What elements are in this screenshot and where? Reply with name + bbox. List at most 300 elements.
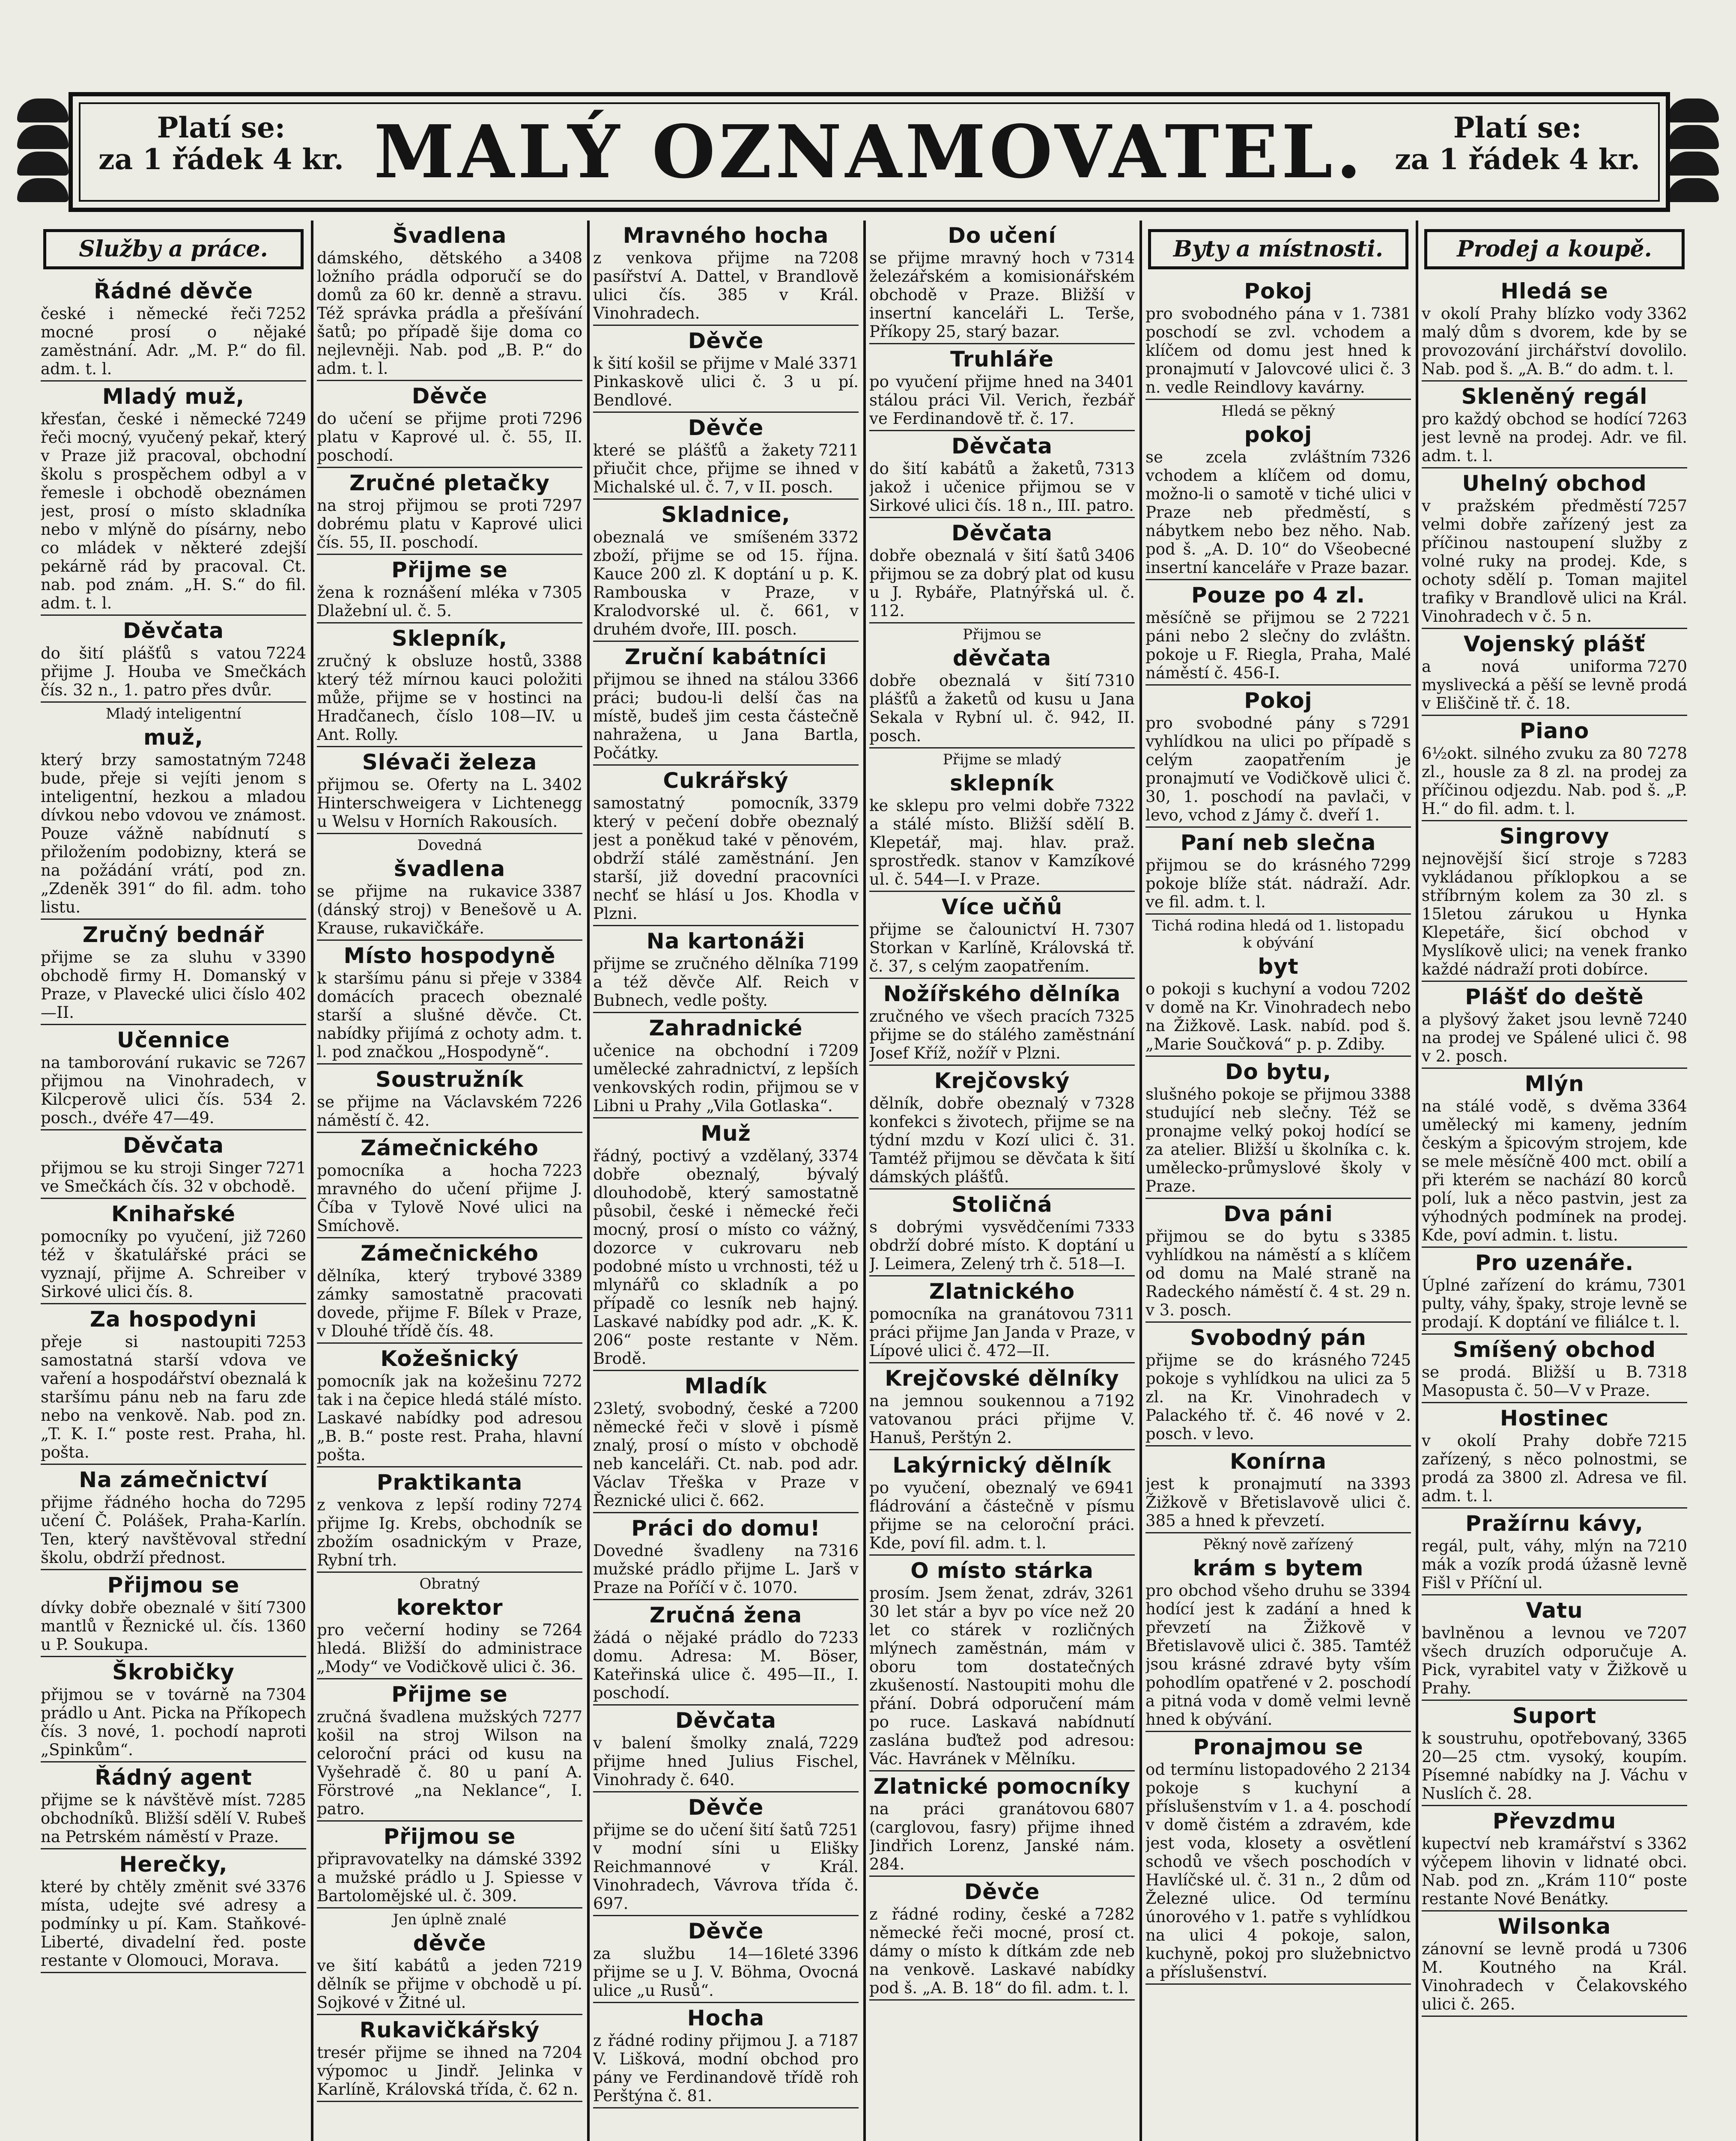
- column-rule: [1416, 221, 1418, 2141]
- ad-heading: Děvče: [688, 1919, 764, 1944]
- classified-ad: [317, 1575, 582, 1679]
- ad-body: [41, 1333, 306, 1461]
- ad-text: a nová uniforma myslivecká a pěší se levně prodá v Eliščině tř. č. 18.: [1422, 657, 1687, 713]
- ad-text: ke sklepu pro velmi dobře a stálé místo. Bližší sdělí B. Klepetář, maj. hlav. praž. sprostředk. stanov v Kamzíkové ul. č. 544—I. v Praze.: [869, 796, 1135, 889]
- ad-heading: Děvče: [688, 1795, 764, 1820]
- ad-heading: Místo hospodyně: [343, 943, 556, 968]
- ad-number: 7267: [265, 1053, 306, 1072]
- column-5: [1145, 221, 1411, 2141]
- ad-number: 7240: [1647, 1010, 1687, 1029]
- ad-heading: Sklepník,: [391, 626, 508, 651]
- ad-text: v pražském předměstí velmi dobře zařízený jest za příčinou nastoupení služby z volné ruky na prodej. Kde, s ochoty sdělí p. Toman majitel trafiky v Brandlově ulici na Král. Vinohradech v č. 5 n.: [1422, 497, 1687, 626]
- ad-text: se zcela zvláštním vchodem a klíčem od domu, možno-li o samotě v tiché ulici v Praze neb předměstí, s nábytkem nebo bez něho. Nab. pod š. „A. D. 10“ do Všeobecné insertní kanceláře v Praze bazar.: [1145, 448, 1411, 577]
- ad-text: dělník, dobře obeznalý v konfekci s životech, přijme se na týdní mzdu v Kozí ulici č. 31. Tamtéž přijmou se děvčata k šití dámských plášťů.: [869, 1094, 1135, 1186]
- classified-ad: [317, 1136, 582, 1238]
- ad-text: na práci granátovou (carglovou, fasry) přijme ihned Jindřich Lorenz, Janské nám. 284.: [869, 1800, 1135, 1873]
- classified-ad: [1422, 1071, 1687, 1248]
- classified-ad: [1145, 830, 1411, 915]
- ad-body: [869, 1094, 1135, 1186]
- ad-heading: Hostinec: [1500, 1406, 1609, 1431]
- ad-body: [41, 1685, 306, 1759]
- ad-heading: děvčata: [952, 646, 1052, 671]
- ad-heading: Soustružník: [376, 1067, 524, 1092]
- ad-number: 7263: [1647, 410, 1687, 428]
- ad-number: 3390: [265, 948, 306, 966]
- ad-heading: Krejčovské dělníky: [885, 1366, 1119, 1391]
- ad-text: který brzy samostatným bude, přeje si vejíti jenom s inteligentní, hezkou a mladou dívkou nebo vdovou ve známost. Pouze vážně nabídnutí s přiložením podobizny, která se na požádání vrátí, pod zn. „Zdeněk 391“ do fil. adm. toho listu.: [41, 751, 306, 916]
- ad-number: 7300: [265, 1598, 306, 1617]
- ad-body: [317, 775, 582, 831]
- ad-number: 7318: [1647, 1363, 1687, 1381]
- ad-body: [593, 954, 859, 1010]
- classified-ad: [869, 751, 1135, 892]
- ad-heading: Slévači železa: [362, 750, 537, 775]
- ad-number: 7322: [1094, 796, 1135, 815]
- ad-number: 7311: [1094, 1305, 1135, 1323]
- classified-ad: [869, 223, 1135, 344]
- ad-number: 3408: [542, 249, 582, 267]
- classified-ad: [593, 1795, 859, 1916]
- classified-ad: [317, 1682, 582, 1822]
- ad-number: 3389: [542, 1267, 582, 1285]
- ad-body: [41, 1053, 306, 1127]
- ad-body: [1422, 1729, 1687, 1803]
- ad-number: 7226: [542, 1093, 582, 1111]
- ad-heading: Více učňů: [941, 895, 1063, 919]
- classified-ad: [869, 626, 1135, 748]
- classified-ad: [317, 943, 582, 1065]
- ad-number: 7296: [542, 409, 582, 428]
- ad-heading: Mladý muž,: [102, 384, 245, 409]
- ad-body: [1422, 304, 1687, 378]
- ad-body: [1422, 1363, 1687, 1400]
- classified-ad: [869, 895, 1135, 979]
- ad-body: [593, 441, 859, 496]
- ad-body: [593, 528, 859, 638]
- ad-body: [317, 1372, 582, 1464]
- ad-body: [41, 751, 306, 916]
- ad-subheading: Jen úplně znalé: [393, 1911, 507, 1928]
- ad-body: [317, 882, 582, 937]
- ad-text: v okolí Prahy dobře zařízený, s něco polnostmi, se prodá za 3800 zl. Adresa ve fil. adm. t. l.: [1422, 1431, 1687, 1505]
- ad-number: 7333: [1094, 1218, 1135, 1236]
- ad-body: [869, 1007, 1135, 1062]
- ad-text: v balení šmolky znalá, přijme hned Julius Fischel, Vinohrady č. 640.: [593, 1734, 859, 1789]
- classified-ad: [1422, 984, 1687, 1069]
- classified-ad: [317, 837, 582, 941]
- price-note-right: [1395, 112, 1640, 175]
- ad-number: 7211: [818, 441, 859, 459]
- ad-text: o pokoji s kuchyní a vodou v domě na Kr. Vinohradech nebo na Žižkově. Lask. nabíd. pod š. „Marie Součková“ p. p. Zdiby.: [1145, 980, 1411, 1053]
- ad-body: [317, 496, 582, 552]
- ad-heading: Zlatnického: [929, 1279, 1075, 1304]
- ad-number: 7209: [818, 1041, 859, 1060]
- ad-heading: Svobodný pán: [1190, 1325, 1366, 1350]
- ad-number: 7305: [542, 583, 582, 602]
- classified-ad: [41, 384, 306, 616]
- ad-heading: Stoličná: [952, 1192, 1053, 1217]
- ad-body: [869, 1392, 1135, 1447]
- ad-text: na tamborování rukavic se přijmou na Vinohradech, v Kilcperově ulici čís. 534 2. posch., dvéře 47—49.: [41, 1053, 306, 1127]
- ad-heading: Uhelný obchod: [1462, 471, 1647, 496]
- classified-ad: [593, 644, 859, 766]
- ad-number: 7299: [1370, 856, 1411, 874]
- ad-text: řádný, poctivý a vzdělaný, dobře obeznalý, bývalý dlouhodobě, který samostatně působil, české i německé řeči mocný, prosí o místo co vážný, dozorce v cukrovaru neb podobné místo u vrchnosti, též u mlynářů co skladník a po případě co lesník neb hajný. Laskavé nabídky pod adr. „K. K. 206“ poste restante v Něm. Brodě.: [593, 1147, 859, 1368]
- ad-subheading: Hledá se pěkný: [1221, 403, 1335, 420]
- ad-text: přijme se do krásného pokoje s vyhlídkou na ulici za 5 zl. na Kr. Vinohradech v Palackého tř. č. 46 nové v 2. posch. v levo.: [1145, 1351, 1411, 1443]
- ad-body: [317, 969, 582, 1061]
- ad-number: 7249: [265, 410, 306, 428]
- classified-ad: [1145, 403, 1411, 580]
- ad-number: 3388: [542, 652, 582, 670]
- ad-number: 7270: [1647, 657, 1687, 676]
- ad-number: 6807: [1094, 1800, 1135, 1818]
- ad-text: obeznalá ve smíšeném zboží, přijme se od 15. října. Kauce 200 zl. K doptání u p. K. Rambouska v Praze, v Kralodvorské ul. č. 661, v druhém dvoře, III. posch.: [593, 528, 859, 638]
- ad-body: [1145, 448, 1411, 577]
- ad-number: 7215: [1647, 1431, 1687, 1450]
- ad-body: [1422, 1276, 1687, 1331]
- ad-body: [869, 1305, 1135, 1360]
- classified-ad: [869, 434, 1135, 518]
- ad-number: 7316: [818, 1542, 859, 1560]
- classified-ad: [1422, 1703, 1687, 1806]
- ad-text: po vyučení přijme hned na stálou práci Vil. Verich, řezbář ve Ferdinandově tř. č. 17.: [869, 373, 1135, 428]
- ad-text: učenice na obchodní i umělecké zahradnictví, z lepších venkovských rodin, přijmou se v Libni u Prahy „Vila Gotlaska“.: [593, 1041, 859, 1115]
- ad-number: 7301: [1647, 1276, 1687, 1294]
- ad-number: 7325: [1094, 1007, 1135, 1026]
- ad-text: do šití kabátů a žaketů, jakož i učenice přijmou se v Sirkové ulici čís. 18 n., III. patro.: [869, 459, 1135, 515]
- ad-text: zručný k obsluze hostů, který též mírnou kauci položiti může, přijme se v hostinci na Hradčanech, číslo 108—IV. u Ant. Rolly.: [317, 652, 582, 744]
- ad-heading: Plášť do deště: [1465, 984, 1644, 1009]
- ad-body: [869, 459, 1135, 515]
- ad-text: přijmou se. Oferty na L. Hinterschweigera v Lichtenegg u Welsu v Horních Rakousích.: [317, 775, 582, 831]
- ad-heading: Vatu: [1526, 1598, 1583, 1623]
- ad-heading: Děvčata: [951, 521, 1053, 546]
- ad-text: které se plášťů a žakety přiučit chce, přijme se ihned v Michalské ul. č. 7, v II. posch.: [593, 441, 859, 496]
- ad-heading: Herečky,: [119, 1852, 228, 1877]
- ad-heading: Skladnice,: [661, 502, 790, 527]
- ad-number: 7278: [1647, 744, 1687, 763]
- classified-ad: [593, 1708, 859, 1792]
- ad-text: připravovatelky na dámské a mužské prádlo u J. Spiesse v Bartolomějské ul. č. 309.: [317, 1850, 582, 1905]
- ad-heading: Krejčovský: [934, 1068, 1070, 1093]
- ad-heading: Pokoj: [1244, 279, 1312, 304]
- classified-ad: [593, 502, 859, 642]
- ad-text: pomocník jak na kožešinu tak i na čepice hledá stálé místo. Laskavé nabídky pod adresou „B. B.“ poste rest. Praha, hlavní pošta.: [317, 1372, 582, 1464]
- ad-number: 2134: [1370, 1760, 1411, 1779]
- classified-ad: [317, 626, 582, 747]
- ad-text: z řádné rodiny přijmou J. a V. Lišková, modní obchod pro pány ve Ferdinandově třídě roh Perštýna č. 81.: [593, 2031, 859, 2105]
- ad-number: 3388: [1370, 1085, 1411, 1103]
- ad-text: pro večerní hodiny se hledá. Bližší do administrace „Mody“ ve Vodičkově ulici č. 36.: [317, 1621, 582, 1676]
- ad-text: dělníka, který trybové zámky samostatně pracovati dovede, přijme F. Bílek v Praze, v Dlouhé třídě čís. 48.: [317, 1267, 582, 1340]
- classified-ad: [593, 929, 859, 1013]
- ad-number: 7245: [1370, 1351, 1411, 1369]
- ad-body: [593, 670, 859, 762]
- ad-text: přijmou se do krásného pokoje blíže stát. nádraží. Adr. ve fil. adm. t. l.: [1145, 856, 1411, 911]
- ad-body: [593, 249, 859, 322]
- ad-body: [1422, 744, 1687, 818]
- classified-ad: [41, 279, 306, 382]
- column-6: [1422, 221, 1687, 2141]
- ad-body: [869, 1479, 1135, 1552]
- ad-number: 7328: [1094, 1094, 1135, 1112]
- ad-heading: Práci do domu!: [631, 1516, 820, 1541]
- ad-number: 3362: [1647, 1834, 1687, 1853]
- classified-ad: [41, 705, 306, 920]
- ad-body: [317, 249, 582, 378]
- column-4: [869, 221, 1135, 2141]
- classified-ad: [1422, 471, 1687, 629]
- ad-body: [869, 1905, 1135, 1997]
- ad-text: do šití plášťů s vatou přijme J. Houba ve Smečkách čís. 32 n., 1. patro přes dvůr.: [41, 644, 306, 699]
- ad-heading: Švadlena: [392, 223, 507, 248]
- ad-body: [869, 1800, 1135, 1873]
- ad-text: s dobrými vysvědčeními obdrží dobré místo. K doptání u J. Leimera, Zelený trh č. 518—I.: [869, 1218, 1135, 1273]
- ad-number: 7264: [542, 1621, 582, 1639]
- ad-subheading: Dovedná: [417, 837, 482, 854]
- ad-number: 7285: [265, 1791, 306, 1809]
- ad-number: 7251: [818, 1821, 859, 1839]
- ad-heading: Na kartonáži: [646, 929, 805, 954]
- ad-heading: Cukrářský: [663, 768, 789, 793]
- ad-heading: Škrobičky: [112, 1660, 235, 1685]
- ad-body: [869, 249, 1135, 341]
- ad-body: [41, 1493, 306, 1567]
- ad-number: 7313: [1094, 459, 1135, 478]
- ad-text: žena k roznášení mléka v Dlažební ul. č. 5.: [317, 583, 538, 620]
- classified-ad: [593, 1374, 859, 1513]
- ad-body: [41, 948, 306, 1022]
- ad-text: ve šití kabátů a jeden dělník se přijme v obchodě u pí. Sojkové v Žitné ul.: [317, 1956, 582, 2012]
- ad-heading: Děvče: [688, 415, 764, 440]
- classified-ad: [1422, 1809, 1687, 1911]
- ad-text: zánovní se levně prodá u M. Koutného na Král. Vinohradech v Čelakovského ulici č. 265.: [1422, 1940, 1687, 2013]
- ad-subheading: Mladý inteligentní: [105, 705, 242, 722]
- ad-heading: Učennice: [116, 1028, 230, 1053]
- classified-ad: [41, 1660, 306, 1762]
- ad-heading: Děvče: [688, 328, 764, 353]
- ad-number: 7314: [1094, 249, 1135, 267]
- ad-number: 7210: [1647, 1537, 1687, 1555]
- ad-body: [869, 1218, 1135, 1273]
- ad-text: přijme řádného hocha do učení Č. Polášek, Praha-Karlín. Ten, který navštěvoval střední školu, obdrží přednost.: [41, 1493, 306, 1567]
- ad-heading: Zručná žena: [649, 1603, 802, 1628]
- ad-number: 7381: [1370, 304, 1411, 323]
- ad-text: zručného ve všech pracích přijme se do stálého zaměstnání Josef Kříž, nožíř v Plzni.: [869, 1007, 1135, 1062]
- ad-number: 7282: [1094, 1905, 1135, 1923]
- ad-body: [1145, 1085, 1411, 1196]
- ad-heading: Řádné děvče: [94, 279, 253, 304]
- ad-text: se přijme mravný hoch v železářském a komisionářském obchodě v Praze. Bližší v insertní kanceláři L. Terše, Příkopy 25, starý bazar.: [869, 249, 1135, 341]
- column-rule: [587, 221, 590, 2141]
- ad-body: [1422, 1097, 1687, 1244]
- column-1: [41, 221, 306, 2141]
- price-right-line1: Platí se:: [1453, 111, 1582, 144]
- ad-heading: Vojenský plášť: [1463, 632, 1646, 656]
- ad-body: [593, 1399, 859, 1510]
- classified-ad: [41, 1307, 306, 1465]
- ad-number: 3394: [1370, 1581, 1411, 1600]
- ad-heading: muž,: [143, 725, 203, 750]
- ad-body: [41, 304, 306, 378]
- column-3: [593, 221, 859, 2141]
- ad-number: 3371: [818, 354, 859, 373]
- ad-text: jest k pronajmutí na Žižkově v Břetislavově ulici č. 385 a hned k převzetí.: [1145, 1475, 1411, 1530]
- ad-number: 3384: [542, 969, 582, 987]
- ad-text: pro svobodné pány s vyhlídkou na ulici po případě s celým zaopatřením je pronajmutí ve Vodičkově ulici č. 30, 1. poschodí na pavlači, v levo, vchod z Jámy č. dveří 1.: [1145, 714, 1411, 824]
- ad-body: [1145, 304, 1411, 397]
- ad-heading: Zámečnického: [361, 1136, 539, 1160]
- classified-ad: [41, 1202, 306, 1304]
- ad-text: z venkova přijme na pasířství A. Dattel, v Brandlově ulici čís. 385 v Král. Vinohradech.: [593, 249, 859, 322]
- classified-ad: [593, 768, 859, 926]
- ad-heading: Do bytu,: [1225, 1059, 1332, 1084]
- ad-body: [1422, 850, 1687, 978]
- ad-number: 7307: [1094, 920, 1135, 939]
- ad-heading: Singrovy: [1499, 824, 1610, 849]
- ad-heading: švadlena: [394, 856, 506, 881]
- ad-heading: byt: [1258, 954, 1299, 979]
- ad-text: křesťan, české i německé řeči mocný, vyučený pekař, který v Praze již pracoval, obchodní školu s prospěchem odbyl a v řemesle i obchodě obeznámen jest, prosí o místo skladníka nebo v mlýně do písárny, nebo co mládek v některé zdejší pekárně rád by pracoval. Ct. nab. pod znám. „H. S.“ do fil. adm. t. l.: [41, 410, 306, 612]
- ad-text: tresér přijme se ihned na výpomoc u Jindř. Jelinka v Karlíně, Královská třída, č. 62 n.: [317, 2043, 582, 2099]
- ad-text: v okolí Prahy blízko vody malý dům s dvorem, kde by se provozování jirchářství dovolilo. Nab. pod š. „A. B.“ do adm. t. l.: [1422, 304, 1687, 378]
- ad-text: od termínu listopadového 2 pokoje s kuchyní a příslušenstvím v 1. a 4. poschodí v domě čistém a zdravém, kde jest voda, klosety a osvětlení schodů ve všech poschodích v Havlíčské ul. č. 31 n., 2 dům od Železné ulice. Od termínu únorového v 1. patře s vyhlídkou na ulici 4 pokoje, salon, kuchyně, pokoj pro služebnictvo a příslušenství.: [1145, 1760, 1411, 1981]
- ad-body: [317, 1850, 582, 1905]
- ad-text: žádá o nějaké prádlo do domu. Adresa: M. Böser, Kateřinská ulice č. 495—II., I. poschodí.: [593, 1628, 859, 1702]
- ad-text: přijmou se v továrně na prádlo u Ant. Picka na Příkopech čís. 3 nové, 1. pochodí naproti „Spinkům“.: [41, 1685, 306, 1759]
- ad-body: [593, 1821, 859, 1913]
- classified-ad: [869, 347, 1135, 431]
- ad-number: 7253: [265, 1333, 306, 1351]
- price-left-line2: za 1 řádek 4 kr.: [98, 143, 344, 176]
- ad-text: měsíčně se přijmou se 2 páni nebo 2 slečny do zvláštn. pokoje u F. Riegla, Praha, Malé náměstí č. 456-I.: [1145, 608, 1411, 682]
- ad-body: [593, 1147, 859, 1368]
- classified-ad: [1422, 1914, 1687, 2017]
- ad-body: [317, 652, 582, 744]
- ad-body: [317, 1093, 582, 1130]
- price-note-left: [98, 112, 344, 175]
- ad-body: [593, 2031, 859, 2105]
- classified-ad: [1422, 1598, 1687, 1701]
- ad-text: nejnovější šicí stroje s vykládanou příklopkou a se stříbrným kolem za 30 zl. s 15letou zárukou u Hynka Klepetáře, šicí obchod v Myslíkově ulici; na venek franko každé nádraží proti dobírce.: [1422, 850, 1687, 978]
- classified-ad: [1422, 719, 1687, 821]
- classified-ad: [41, 1765, 306, 1849]
- classified-ad: [593, 415, 859, 500]
- price-right-line2: za 1 řádek 4 kr.: [1395, 143, 1640, 176]
- ad-number: 3392: [542, 1850, 582, 1868]
- ad-body: [317, 1267, 582, 1340]
- ad-number: 7295: [265, 1493, 306, 1512]
- ad-body: [593, 1628, 859, 1702]
- ad-text: slušného pokoje se přijmou studující neb slečny. Též se pronajme velký pokoj hodící se za atelier. Bližší u školníka c. k. umělecko-průmyslové školy v Praze.: [1145, 1085, 1411, 1196]
- ad-heading: Zahradnické: [649, 1016, 803, 1041]
- classified-ad: [41, 1467, 306, 1570]
- ad-heading: Mravného hocha: [623, 223, 829, 248]
- ad-number: 7199: [818, 954, 859, 973]
- ad-text: k šití košil se přijme v Malé Pinkaskově ulici č. 3 u pí. Bendlové.: [593, 354, 859, 409]
- ad-text: k staršímu pánu si přeje v domácích pracech obeznalé starší a slušné děvče. Ct. nabídky přijímá z ochoty adm. t. l. pod značkou „Hospodyně“.: [317, 969, 582, 1061]
- ad-text: přijmou se do bytu s vyhlídkou na náměstí a s klíčem od domu na Malé straně na Radeckého náměstí č. 4 st. 29 n. v 3. posch.: [1145, 1227, 1411, 1319]
- ad-body: [317, 1161, 582, 1235]
- ad-number: 7202: [1370, 980, 1411, 998]
- ad-text: 6½okt. silného zvuku za 80 zl., housle za 8 zl. na prodej za příčinou odjezdu. Nab. pod š. „P. H.“ do fil. adm. t. l.: [1422, 744, 1687, 818]
- ad-number: 7223: [542, 1161, 582, 1180]
- columns-area: [41, 221, 1694, 2141]
- ad-body: [41, 410, 306, 612]
- ad-text: přijme se do učení šití šatů v modní síni u Elišky Reichmannové v Král. Vinohradech, Vávrova třída č. 697.: [593, 1821, 859, 1913]
- ad-heading: Pokoj: [1244, 688, 1312, 713]
- ad-number: 7257: [1647, 497, 1687, 515]
- classified-ad: [869, 1068, 1135, 1190]
- classified-ad: [869, 981, 1135, 1066]
- ad-text: z venkova z lepší rodiny přijme Ig. Krebs, obchodník se zbožím osadnickým v Praze, Rybní trh.: [317, 1496, 582, 1569]
- classified-ad: [869, 1558, 1135, 1771]
- classified-ad: [317, 223, 582, 381]
- ad-number: 7252: [265, 304, 306, 323]
- classified-ad: [1422, 1406, 1687, 1509]
- classified-ad: [317, 1911, 582, 2015]
- classified-ad: [869, 521, 1135, 623]
- ad-body: [317, 1708, 582, 1818]
- ad-heading: Hocha: [687, 2006, 765, 2031]
- classified-ad: [1145, 1735, 1411, 1985]
- ad-body: [1422, 497, 1687, 626]
- ad-number: 7326: [1370, 448, 1411, 466]
- ad-text: dobře obeznalá v šití plášťů a žaketů od kusu u Jana Sekala v Rybní ul. č. 942, II. posch.: [869, 671, 1135, 745]
- ad-heading: Zruční kabátníci: [624, 644, 827, 669]
- ad-text: přijmou se ku stroji Singer ve Smečkách čís. 32 v obchodě.: [41, 1159, 296, 1196]
- classified-ad: [593, 1919, 859, 2003]
- ad-heading: krám s bytem: [1193, 1556, 1364, 1580]
- ad-number: 3365: [1647, 1729, 1687, 1747]
- ad-body: [41, 1159, 306, 1196]
- ad-number: 3366: [818, 670, 859, 689]
- ad-number: 7274: [542, 1496, 582, 1514]
- classified-ad: [1422, 279, 1687, 382]
- classified-ad: [593, 1603, 859, 1706]
- ad-number: 3374: [818, 1147, 859, 1165]
- ad-text: pomocníka a hocha mravného do učení přijme J. Číba v Tylově Nové ulici na Smíchově.: [317, 1161, 582, 1235]
- ad-text: které by chtěly změnit své místa, udejte své adresy a podmínky u pí. Kam. Staňkové-Liberté, divadelní řed. poste restante v Olomouci, Morava.: [41, 1878, 306, 1970]
- classified-ad: [1422, 1511, 1687, 1595]
- classified-ad: [593, 223, 859, 326]
- ad-body: [1145, 1760, 1411, 1981]
- ad-text: se přijme na Václavském náměstí č. 42.: [317, 1093, 538, 1130]
- classified-ad: [1145, 1536, 1411, 1732]
- classified-ad: [869, 1192, 1135, 1276]
- ad-text: dámského, dětského a ložního prádla odporučí se do domů za 60 kr. denně a stravu. Též správka prádla a přešívání šatů; po případě šije doma co nejlevněji. Nab. pod „B. P.“ do adm. t. l.: [317, 249, 582, 378]
- ad-number: 7192: [1094, 1392, 1135, 1410]
- classified-ad: [317, 558, 582, 623]
- ad-body: [593, 794, 859, 923]
- ad-text: Dovedné švadleny na mužské prádlo přijme L. Jarš v Praze na Poříčí v č. 1070.: [593, 1542, 859, 1597]
- ad-number: 7277: [542, 1708, 582, 1726]
- ad-body: [41, 1598, 306, 1654]
- ad-text: přijme se zručného dělníka a též děvče Alf. Reich v Bubnech, vedle pošty.: [593, 954, 859, 1010]
- column-rule: [863, 221, 866, 2141]
- ad-heading: Kožešnický: [380, 1346, 519, 1371]
- ad-text: 23letý, svobodný, české a německé řeči v slově i písmě znalý, prosí o místo v obchodě neb kanceláři. Ct. nab. pod adr. Václav Třeška v Praze v Řeznické ulici č. 662.: [593, 1399, 859, 1510]
- ad-heading: Děvče: [412, 384, 488, 409]
- classified-ad: [41, 1028, 306, 1130]
- ad-body: [593, 1944, 859, 2000]
- ad-heading: Pražírnu kávy,: [1465, 1511, 1644, 1536]
- ad-subheading: Přijmou se: [963, 626, 1041, 643]
- classified-ad: [1145, 1449, 1411, 1533]
- ad-text: pomocníky po vyučení, již též v škatulářské práci se vyznají, přijme A. Schreiber v Sirkové ulici čís. 8.: [41, 1227, 306, 1301]
- classified-ad: [41, 618, 306, 703]
